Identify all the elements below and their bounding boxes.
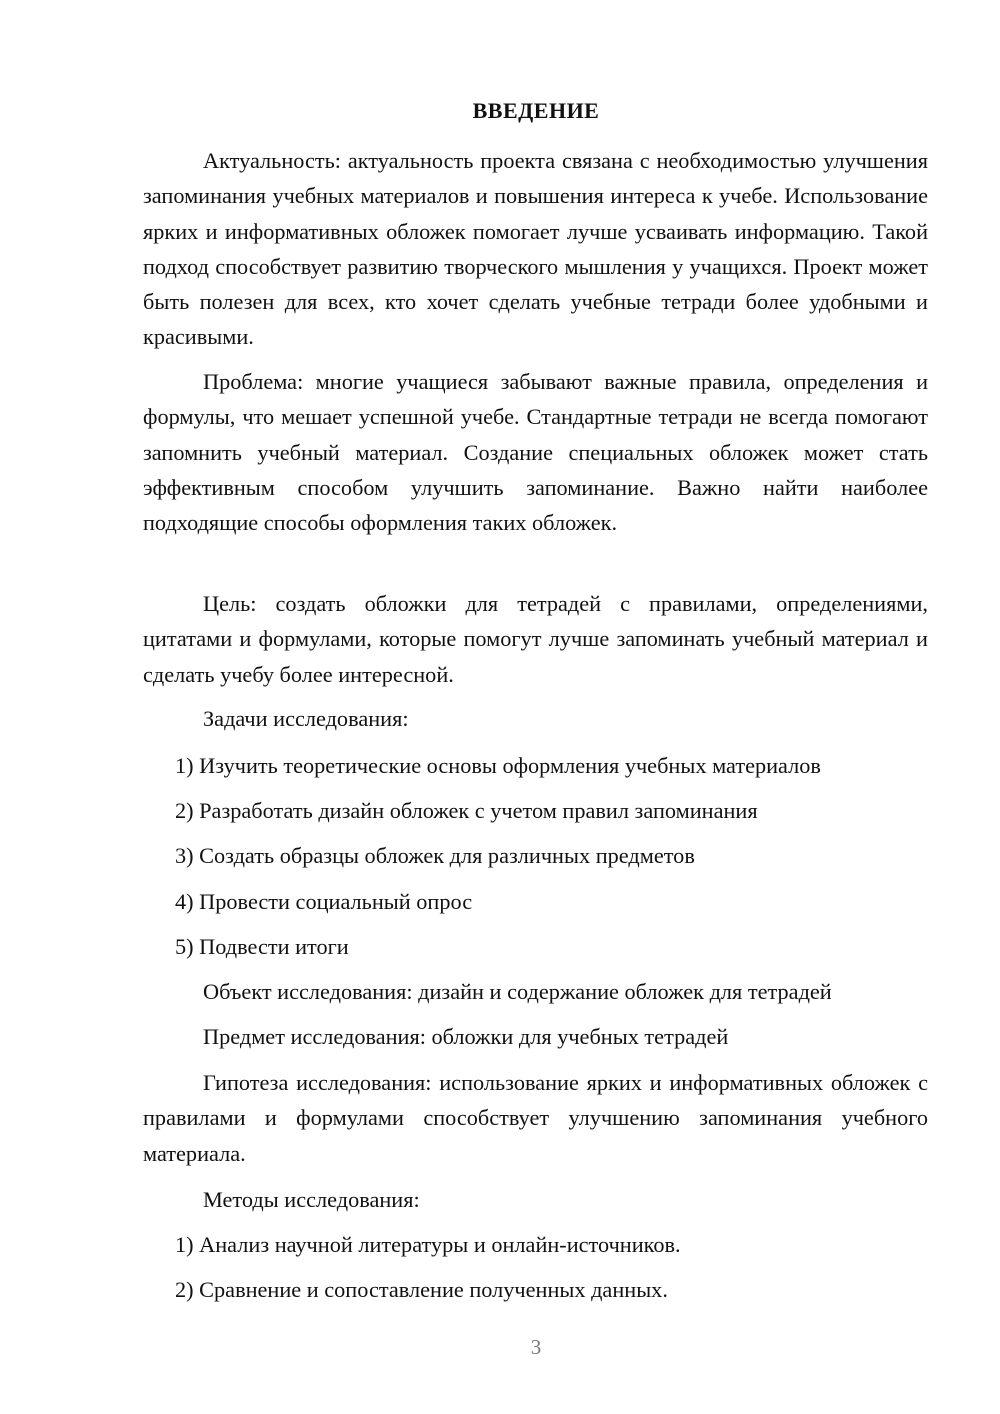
task-item-2: 2) Разработать дизайн обложек с учетом правил запоминания — [175, 798, 758, 823]
goal-paragraph: Цель: создать обложки для тетрадей с правилами, определениями, цитатами и формулами, которые помогут лучше запоминать учебный материал и сделать учебу более интересной. — [143, 591, 928, 687]
task-item-4: 4) Провести социальный опрос — [175, 889, 473, 914]
method-item-2: 2) Сравнение и сопоставление полученных данных. — [175, 1277, 668, 1302]
tasks-heading: Задачи исследования: — [203, 706, 409, 731]
section-title: ВВЕДЕНИЕ — [472, 98, 600, 123]
task-item-5: 5) Подвести итоги — [175, 934, 349, 959]
research-subject: Предмет исследования: обложки для учебных тетрадей — [203, 1024, 729, 1049]
page-number: 3 — [530, 1335, 542, 1359]
task-item-3: 3) Создать образцы обложек для различных предметов — [175, 843, 695, 868]
methods-heading: Методы исследования: — [203, 1187, 420, 1212]
relevance-paragraph: Актуальность: актуальность проекта связана с необходимостью улучшения запоминания учебных материалов и повышения интереса к учебе. Использование ярких и информативных обложек помогает лучше усваивать информацию. Такой подход способствует развитию творческого мышления у учащихся. Проект может быть полезен для всех, кто хочет сделать учебные тетради более удобными и красивыми. — [143, 148, 928, 350]
research-object: Объект исследования: дизайн и содержание обложек для тетрадей — [203, 979, 832, 1004]
hypothesis-paragraph: Гипотеза исследования: использование ярких и информативных обложек с правилами и формулами способствует улучшению запоминания учебного материала. — [143, 1070, 928, 1166]
problem-paragraph: Проблема: многие учащиеся забывают важные правила, определения и формулы, что мешает успешной учебе. Стандартные тетради не всегда помогают запомнить учебный материал. Создание специальных обложек может стать эффективным способом улучшить запоминание. Важно найти наиболее подходящие способы оформления таких обложек. — [143, 369, 928, 536]
method-item-1: 1) Анализ научной литературы и онлайн-источников. — [175, 1232, 681, 1257]
task-item-1: 1) Изучить теоретические основы оформления учебных материалов — [175, 753, 821, 778]
